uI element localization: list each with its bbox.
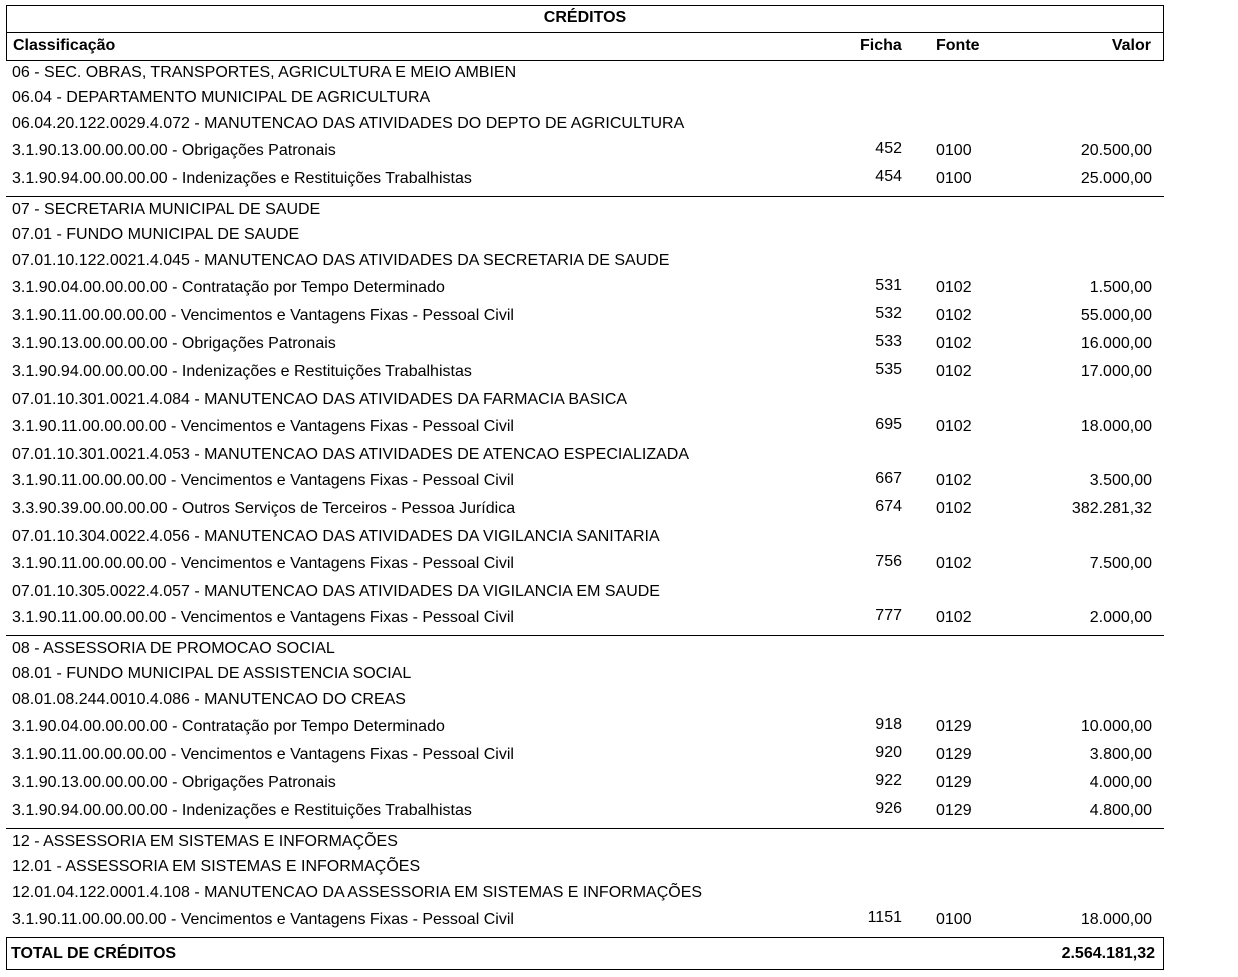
row-classificacao: 3.1.90.11.00.00.00.00 - Vencimentos e Vantagens Fixas - Pessoal Civil	[12, 609, 514, 626]
row-classificacao: 3.1.90.13.00.00.00.00 - Obrigações Patronais	[12, 335, 336, 352]
table-row	[0, 609, 1164, 633]
table-row	[0, 418, 1164, 442]
total-label: TOTAL DE CRÉDITOS	[11, 945, 177, 962]
table-row	[0, 858, 1164, 882]
total-row	[6, 937, 1164, 970]
row-classificacao: 08.01 - FUNDO MUNICIPAL DE ASSISTENCIA SOCIAL	[12, 665, 412, 682]
row-valor: 55.000,00	[1080, 307, 1152, 324]
row-fonte: 0129	[936, 746, 972, 763]
table-row	[0, 363, 1164, 387]
table-row	[0, 528, 1164, 552]
row-classificacao: 08.01.08.244.0010.4.086 - MANUTENCAO DO CREAS	[12, 691, 406, 708]
table-row	[0, 252, 1164, 276]
row-valor: 7.500,00	[1089, 555, 1152, 572]
table-row	[0, 279, 1164, 303]
row-fonte: 0129	[936, 718, 972, 735]
row-classificacao: 3.1.90.11.00.00.00.00 - Vencimentos e Vantagens Fixas - Pessoal Civil	[12, 911, 514, 928]
creditos-header	[6, 5, 1164, 61]
row-classificacao: 07.01.10.304.0022.4.056 - MANUTENCAO DAS ATIVIDADES DA VIGILANCIA SANITARIA	[12, 528, 660, 545]
table-row	[0, 446, 1164, 470]
row-ficha: 695	[875, 416, 902, 433]
row-classificacao: 3.1.90.11.00.00.00.00 - Vencimentos e Vantagens Fixas - Pessoal Civil	[12, 307, 514, 324]
row-ficha: 667	[875, 470, 902, 487]
row-classificacao: 12.01.04.122.0001.4.108 - MANUTENCAO DA ASSESSORIA EM SISTEMAS E INFORMAÇÕES	[12, 884, 703, 901]
table-row	[0, 833, 1164, 857]
row-fonte: 0102	[936, 500, 972, 517]
row-classificacao: 06.04 - DEPARTAMENTO MUNICIPAL DE AGRICULTURA	[12, 89, 431, 106]
row-classificacao: 07.01.10.305.0022.4.057 - MANUTENCAO DAS ATIVIDADES DA VIGILANCIA EM SAUDE	[12, 583, 660, 600]
table-row	[0, 911, 1164, 935]
row-ficha: 918	[875, 716, 902, 733]
group-separator	[6, 635, 1164, 636]
row-classificacao: 08 - ASSESSORIA DE PROMOCAO SOCIAL	[12, 640, 335, 657]
row-ficha: 777	[875, 607, 902, 624]
row-classificacao: 3.1.90.04.00.00.00.00 - Contratação por Tempo Determinado	[12, 279, 445, 296]
row-classificacao: 3.1.90.13.00.00.00.00 - Obrigações Patronais	[12, 142, 336, 159]
row-valor: 18.000,00	[1080, 418, 1152, 435]
row-classificacao: 07.01 - FUNDO MUNICIPAL DE SAUDE	[12, 226, 300, 243]
row-ficha: 535	[875, 361, 902, 378]
row-valor: 3.800,00	[1089, 746, 1152, 763]
table-row	[0, 884, 1164, 908]
row-classificacao: 12 - ASSESSORIA EM SISTEMAS E INFORMAÇÕES	[12, 833, 398, 850]
col-header-classificacao: Classificação	[13, 37, 116, 54]
row-fonte: 0102	[936, 335, 972, 352]
row-ficha: 452	[875, 140, 902, 157]
row-fonte: 0102	[936, 418, 972, 435]
row-fonte: 0100	[936, 142, 972, 159]
row-classificacao: 06.04.20.122.0029.4.072 - MANUTENCAO DAS ATIVIDADES DO DEPTO DE AGRICULTURA	[12, 115, 685, 132]
table-row	[0, 640, 1164, 664]
row-valor: 3.500,00	[1089, 472, 1152, 489]
row-fonte: 0102	[936, 279, 972, 296]
row-fonte: 0102	[936, 307, 972, 324]
row-fonte: 0100	[936, 170, 972, 187]
row-valor: 25.000,00	[1080, 170, 1152, 187]
row-valor: 382.281,32	[1071, 500, 1152, 517]
row-classificacao: 3.1.90.11.00.00.00.00 - Vencimentos e Vantagens Fixas - Pessoal Civil	[12, 472, 514, 489]
table-row	[0, 170, 1164, 194]
row-valor: 20.500,00	[1080, 142, 1152, 159]
row-fonte: 0102	[936, 363, 972, 380]
row-classificacao: 12.01 - ASSESSORIA EM SISTEMAS E INFORMAÇÕES	[12, 858, 421, 875]
row-classificacao: 3.1.90.04.00.00.00.00 - Contratação por Tempo Determinado	[12, 718, 445, 735]
row-classificacao: 3.1.90.11.00.00.00.00 - Vencimentos e Vantagens Fixas - Pessoal Civil	[12, 746, 514, 763]
row-classificacao: 07.01.10.301.0021.4.084 - MANUTENCAO DAS ATIVIDADES DA FARMACIA BASICA	[12, 391, 628, 408]
row-valor: 16.000,00	[1080, 335, 1152, 352]
table-row	[0, 115, 1164, 139]
row-valor: 1.500,00	[1089, 279, 1152, 296]
table-row	[0, 802, 1164, 826]
row-ficha: 920	[875, 744, 902, 761]
table-row	[0, 746, 1164, 770]
group-separator	[6, 828, 1164, 829]
row-ficha: 756	[875, 553, 902, 570]
row-classificacao: 07.01.10.301.0021.4.053 - MANUTENCAO DAS ATIVIDADES DE ATENCAO ESPECIALIZADA	[12, 446, 690, 463]
table-row	[0, 691, 1164, 715]
row-classificacao: 3.1.90.13.00.00.00.00 - Obrigações Patronais	[12, 774, 336, 791]
table-row	[0, 555, 1164, 579]
table-row	[0, 307, 1164, 331]
row-classificacao: 3.1.90.94.00.00.00.00 - Indenizações e Restituições Trabalhistas	[12, 170, 472, 187]
table-row	[0, 391, 1164, 415]
row-valor: 17.000,00	[1080, 363, 1152, 380]
row-fonte: 0102	[936, 555, 972, 572]
row-ficha: 533	[875, 333, 902, 350]
row-ficha: 1151	[867, 909, 902, 926]
row-classificacao: 07 - SECRETARIA MUNICIPAL DE SAUDE	[12, 201, 321, 218]
table-row	[0, 89, 1164, 113]
table-row	[0, 472, 1164, 496]
header-title: CRÉDITOS	[543, 9, 627, 26]
row-ficha: 674	[875, 498, 902, 515]
row-classificacao: 3.1.90.11.00.00.00.00 - Vencimentos e Vantagens Fixas - Pessoal Civil	[12, 555, 514, 572]
table-row	[0, 64, 1164, 88]
row-fonte: 0129	[936, 774, 972, 791]
row-ficha: 532	[875, 305, 902, 322]
table-row	[0, 226, 1164, 250]
header-divider	[7, 32, 1163, 33]
col-header-ficha: Ficha	[860, 37, 902, 54]
table-row	[0, 665, 1164, 689]
row-fonte: 0102	[936, 609, 972, 626]
table-row	[0, 718, 1164, 742]
row-classificacao: 07.01.10.122.0021.4.045 - MANUTENCAO DAS ATIVIDADES DA SECRETARIA DE SAUDE	[12, 252, 670, 269]
row-ficha: 454	[875, 168, 902, 185]
row-valor: 4.000,00	[1089, 774, 1152, 791]
table-row	[0, 774, 1164, 798]
row-valor: 2.000,00	[1089, 609, 1152, 626]
row-classificacao: 06 - SEC. OBRAS, TRANSPORTES, AGRICULTURA E MEIO AMBIEN	[12, 64, 517, 81]
row-valor: 18.000,00	[1080, 911, 1152, 928]
table-row	[0, 201, 1164, 225]
row-fonte: 0100	[936, 911, 972, 928]
row-ficha: 926	[875, 800, 902, 817]
row-classificacao: 3.3.90.39.00.00.00.00 - Outros Serviços de Terceiros - Pessoa Jurídica	[12, 500, 516, 517]
group-separator	[6, 196, 1164, 197]
col-header-fonte: Fonte	[936, 37, 980, 54]
table-row	[0, 335, 1164, 359]
row-valor: 10.000,00	[1080, 718, 1152, 735]
table-row	[0, 500, 1164, 524]
row-fonte: 0102	[936, 472, 972, 489]
col-header-valor: Valor	[1111, 37, 1151, 54]
row-classificacao: 3.1.90.11.00.00.00.00 - Vencimentos e Vantagens Fixas - Pessoal Civil	[12, 418, 514, 435]
row-classificacao: 3.1.90.94.00.00.00.00 - Indenizações e Restituições Trabalhistas	[12, 363, 472, 380]
row-valor: 4.800,00	[1089, 802, 1152, 819]
total-value: 2.564.181,32	[1061, 945, 1155, 962]
table-row	[0, 142, 1164, 166]
row-fonte: 0129	[936, 802, 972, 819]
table-row	[0, 583, 1164, 607]
row-ficha: 531	[875, 277, 902, 294]
row-ficha: 922	[875, 772, 902, 789]
row-classificacao: 3.1.90.94.00.00.00.00 - Indenizações e Restituições Trabalhistas	[12, 802, 472, 819]
